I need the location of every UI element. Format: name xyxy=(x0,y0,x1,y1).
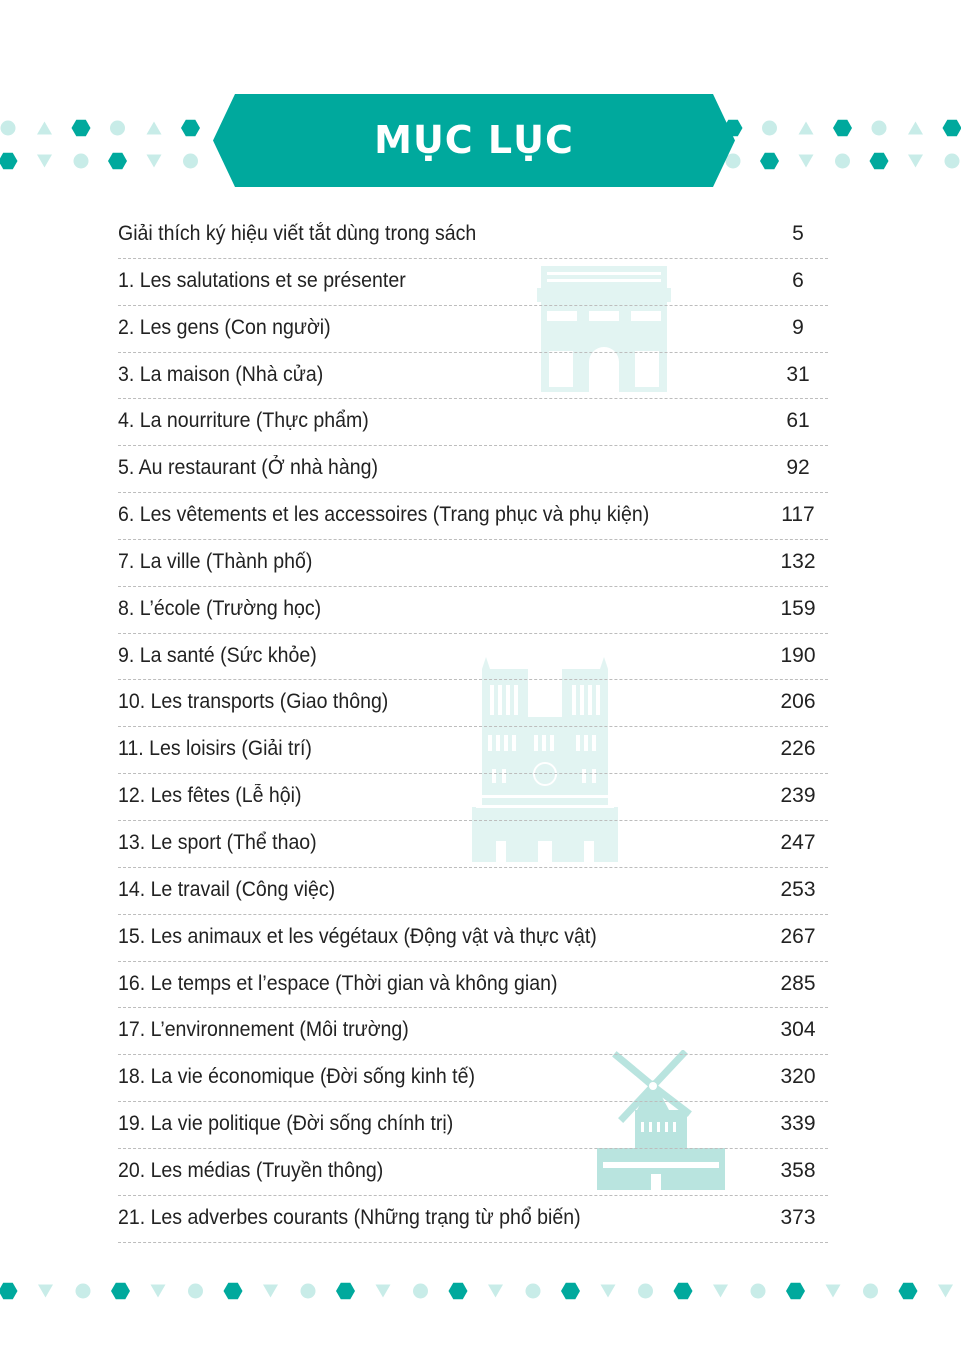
table-of-contents xyxy=(118,212,828,1243)
toc-page-number: 320 xyxy=(780,1065,816,1089)
toc-page-number: 159 xyxy=(780,596,816,620)
toc-page-number: 373 xyxy=(780,1205,816,1229)
toc-page-number: 117 xyxy=(781,503,815,527)
hexagon-shape xyxy=(111,1283,130,1299)
triangle-shape xyxy=(488,1284,503,1297)
toc-page-number: 304 xyxy=(780,1018,816,1042)
toc-row xyxy=(118,540,828,587)
toc-row xyxy=(118,727,828,774)
toc-page-number: 190 xyxy=(780,643,816,667)
toc-entry-title: 10. Les transports (Giao thông) xyxy=(118,690,389,714)
toc-entry-title: 13. Le sport (Thể thao) xyxy=(118,830,317,854)
bottom-pattern xyxy=(0,1283,953,1299)
toc-entry-title: 8. L’école (Trường học) xyxy=(118,596,322,620)
triangle-shape xyxy=(713,1284,728,1297)
toc-page-number: 61 xyxy=(786,409,810,433)
hexagon-shape xyxy=(833,120,852,136)
dot-shape xyxy=(413,1284,428,1299)
toc-row xyxy=(118,1149,828,1196)
triangle-shape xyxy=(37,121,52,134)
hexagon-shape xyxy=(561,1283,580,1299)
dot-shape xyxy=(863,1284,878,1299)
toc-entry-title: 18. La vie économique (Đời sống kinh tế) xyxy=(118,1065,475,1089)
top-left-pattern xyxy=(0,120,200,169)
dot-shape xyxy=(526,1284,541,1299)
toc-page-number: 267 xyxy=(780,924,816,948)
hexagon-shape xyxy=(760,153,779,169)
toc-page-number: 5 xyxy=(792,222,804,245)
hexagon-shape xyxy=(943,120,961,136)
toc-page-number: 285 xyxy=(780,971,816,995)
toc-page-number: 31 xyxy=(786,362,810,386)
hexagon-shape xyxy=(72,120,91,136)
hexagon-shape xyxy=(0,1283,18,1299)
dot-shape xyxy=(301,1284,316,1299)
hexagon-shape xyxy=(224,1283,243,1299)
triangle-shape xyxy=(376,1284,391,1297)
toc-page-number: 253 xyxy=(780,877,816,901)
dot-shape xyxy=(638,1284,653,1299)
triangle-shape xyxy=(799,121,814,134)
triangle-shape xyxy=(908,154,923,167)
toc-entry-title: 15. Les animaux et les végétaux (Động vật và thực vật) xyxy=(118,924,597,948)
toc-page-number: 247 xyxy=(780,830,816,854)
dot-shape xyxy=(945,154,960,169)
toc-entry-title: 21. Les adverbes courants (Những trạng từ phổ biến) xyxy=(118,1205,581,1229)
hexagon-shape xyxy=(786,1283,805,1299)
toc-row xyxy=(118,868,828,915)
triangle-shape xyxy=(147,121,162,134)
toc-entry-title: 5. Au restaurant (Ở nhà hàng) xyxy=(118,456,378,480)
triangle-shape xyxy=(151,1284,166,1297)
dot-shape xyxy=(188,1284,203,1299)
hexagon-shape xyxy=(449,1283,468,1299)
toc-row xyxy=(118,306,828,353)
toc-row xyxy=(118,1196,828,1243)
toc-row xyxy=(118,212,828,259)
hexagon-shape xyxy=(870,153,889,169)
toc-page-number: 132 xyxy=(780,549,816,573)
toc-row xyxy=(118,821,828,868)
toc-entry-title: 19. La vie politique (Đời sống chính trị) xyxy=(118,1112,454,1136)
toc-entry-title: 11. Les loisirs (Giải trí) xyxy=(118,737,312,761)
toc-page-number: 358 xyxy=(780,1158,816,1182)
triangle-shape xyxy=(826,1284,841,1297)
triangle-shape xyxy=(37,154,52,167)
toc-row xyxy=(118,446,828,493)
toc-row xyxy=(118,1055,828,1102)
toc-page-number: 9 xyxy=(792,315,804,339)
hexagon-shape xyxy=(674,1283,693,1299)
dot-shape xyxy=(835,154,850,169)
toc-row xyxy=(118,915,828,962)
dot-shape xyxy=(1,121,16,136)
page-title: MỤC LỤC xyxy=(374,118,574,162)
triangle-shape xyxy=(263,1284,278,1297)
hexagon-shape xyxy=(336,1283,355,1299)
toc-entry-title: 6. Les vêtements et les accessoires (Trang phục và phụ kiện) xyxy=(118,503,650,527)
triangle-shape xyxy=(799,154,814,167)
toc-page-number: 239 xyxy=(780,784,816,808)
triangle-shape xyxy=(601,1284,616,1297)
toc-entry-title: 9. La santé (Sức khỏe) xyxy=(118,643,317,667)
hexagon-shape xyxy=(0,153,18,169)
toc-row xyxy=(118,634,828,681)
toc-row xyxy=(118,399,828,446)
toc-row xyxy=(118,774,828,821)
triangle-shape xyxy=(908,121,923,134)
toc-page-number: 92 xyxy=(786,456,810,480)
toc-entry-title: 2. Les gens (Con người) xyxy=(118,315,331,339)
toc-row xyxy=(118,962,828,1009)
dot-shape xyxy=(872,121,887,136)
dot-shape xyxy=(74,154,89,169)
toc-page-number: 226 xyxy=(780,737,816,761)
toc-entry-title: 1. Les salutations et se présenter xyxy=(118,268,406,292)
toc-entry-title: 7. La ville (Thành phố) xyxy=(118,549,313,573)
hexagon-shape xyxy=(108,153,127,169)
toc-entry-title: 14. Le travail (Công việc) xyxy=(118,877,336,901)
toc-entry-title: Giải thích ký hiệu viết tắt dùng trong sách xyxy=(118,222,477,245)
toc-entry-title: 16. Le temps et l’espace (Thời gian và không gian) xyxy=(118,971,558,995)
title-banner xyxy=(213,94,735,187)
dot-shape xyxy=(110,121,125,136)
triangle-shape xyxy=(38,1284,53,1297)
toc-row xyxy=(118,353,828,400)
toc-row xyxy=(118,259,828,306)
toc-row xyxy=(118,587,828,634)
toc-entry-title: 4. La nourriture (Thực phẩm) xyxy=(118,409,369,433)
toc-row xyxy=(118,1102,828,1149)
hexagon-shape xyxy=(899,1283,918,1299)
triangle-shape xyxy=(147,154,162,167)
toc-page-number: 6 xyxy=(792,268,804,292)
dot-shape xyxy=(751,1284,766,1299)
dot-shape xyxy=(183,154,198,169)
toc-entry-title: 20. Les médias (Truyền thông) xyxy=(118,1158,384,1182)
triangle-shape xyxy=(938,1284,953,1297)
toc-entry-title: 12. Les fêtes (Lễ hội) xyxy=(118,784,302,808)
dot-shape xyxy=(762,121,777,136)
hexagon-shape xyxy=(181,120,200,136)
toc-row xyxy=(118,1008,828,1055)
toc-row xyxy=(118,493,828,540)
top-right-pattern xyxy=(724,120,961,169)
toc-entry-title: 3. La maison (Nhà cửa) xyxy=(118,362,324,386)
toc-row xyxy=(118,680,828,727)
toc-page-number: 339 xyxy=(780,1112,816,1136)
toc-page-number: 206 xyxy=(780,690,816,714)
dot-shape xyxy=(76,1284,91,1299)
toc-entry-title: 17. L’environnement (Môi trường) xyxy=(118,1018,409,1042)
